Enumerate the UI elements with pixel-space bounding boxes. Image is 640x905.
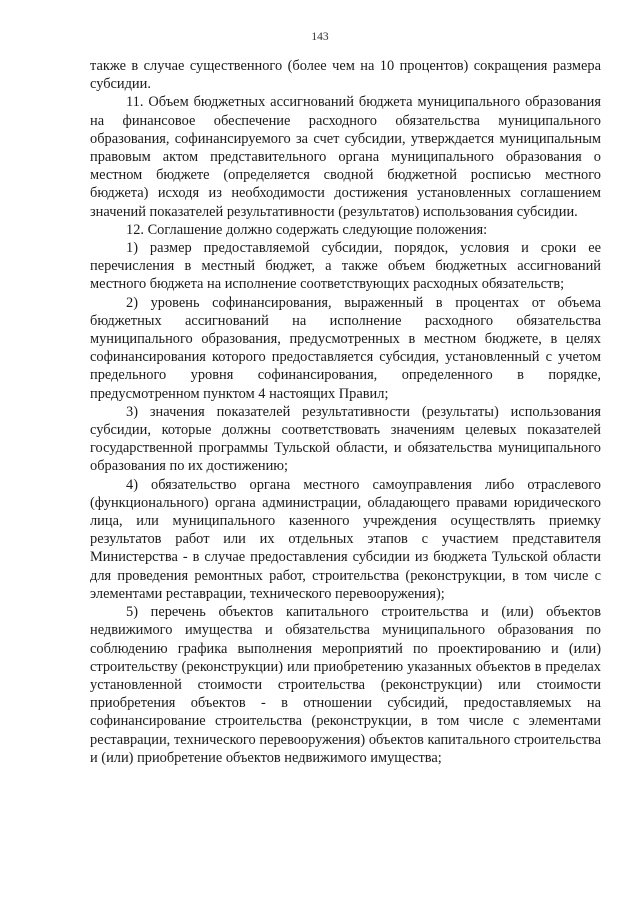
paragraph-12: 12. Соглашение должно содержать следующие положения: bbox=[126, 221, 488, 238]
list-item-3: 3) значения показателей результативности (результаты) использования субсидии, которые должны соответствовать значениям целевых показателей государственной программы Тульской области, и обязательства муниципального образования по их достижению; bbox=[90, 403, 601, 475]
document-body bbox=[90, 57, 601, 767]
paragraph-11: 11. Объем бюджетных ассигнований бюджета муниципального образования на финансовое обеспечение расходного обязательства муниципального образования, софинансируемого за счет субсидии, утверждается муниципальным правовым актом представительного органа муниципального образования о местном бюджете (определяется сводной бюджетной росписью местного бюджета) исходя из необходимости достижения установленных соглашением значений показателей результативности (результатов) использования субсидии. bbox=[90, 94, 601, 220]
page-number: 143 bbox=[311, 31, 329, 43]
list-item-5: 5) перечень объектов капитального строительства и (или) объектов недвижимого имущества и обязательства муниципального образования по соблюдению графика выполнения мероприятий по проектированию и (или) строительству (реконструкции) или приобретению указанных объектов в пределах установленной стоимости строительства (реконструкции) или стоимости приобретения объектов - в отношении субсидий, предоставляемых на софинансирование строительства (реконструкции, в том числе с элементами реставрации, технического перевооружения) объектов капитального строительства и (или) приобретение объектов недвижимого имущества; bbox=[90, 604, 601, 766]
paragraph-continuation: также в случае существенного (более чем на 10 процентов) сокращения размера субсидии. bbox=[90, 58, 601, 93]
list-item-1: 1) размер предоставляемой субсидии, порядок, условия и сроки ее перечисления в местный бюджет, а также объем бюджетных ассигнований местного бюджета на исполнение соответствующих расходных обязательств; bbox=[90, 240, 601, 293]
list-item-4: 4) обязательство органа местного самоуправления либо отраслевого (функционального) органа администрации, обладающего правами юридического лица, или муниципального казенного учреждения осуществлять приемку результатов работ или их отдельных этапов с участием представителя Министерства - в случае предоставления субсидии из бюджета Тульской области для проведения ремонтных работ, строительства (реконструкции, в том числе с элементами реставрации, технического перевооружения); bbox=[90, 476, 601, 602]
list-item-2: 2) уровень софинансирования, выраженный в процентах от объема бюджетных ассигнований на исполнение расходного обязательства муниципального образования, предусмотренных в местном бюджете, в целях софинансирования которого предоставляется субсидия, установленный с учетом предельного уровня софинансирования, определенного в порядке, предусмотренном пунктом 4 настоящих Правил; bbox=[90, 294, 601, 402]
